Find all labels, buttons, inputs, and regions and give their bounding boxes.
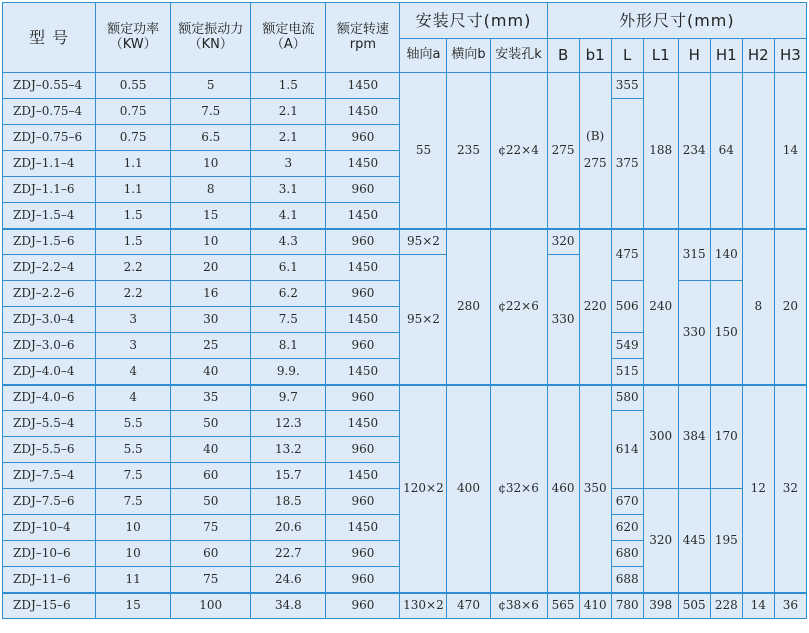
cell-speed: 960 <box>326 489 400 515</box>
header-outline-dims: 外形尺寸(mm) <box>547 3 806 39</box>
cell-H: 445 <box>678 489 710 593</box>
cell-lateral: 470 <box>447 593 490 619</box>
cell-H: 505 <box>678 593 710 619</box>
cell-force: 40 <box>171 359 251 385</box>
cell-power: 0.75 <box>96 99 171 125</box>
cell-power: 15 <box>96 593 171 619</box>
cell-model: ZDJ–10–6 <box>3 541 96 567</box>
cell-b1: (B) 275 <box>579 73 611 229</box>
cell-hole: ¢22×4 <box>490 73 547 229</box>
cell-speed: 960 <box>326 177 400 203</box>
cell-L: 506 <box>611 281 643 333</box>
cell-force: 10 <box>171 151 251 177</box>
cell-model: ZDJ–3.0–4 <box>3 307 96 333</box>
cell-speed: 960 <box>326 229 400 255</box>
cell-H2: 12 <box>742 385 774 593</box>
header-H: H <box>678 39 710 73</box>
cell-speed: 960 <box>326 281 400 307</box>
cell-model: ZDJ–11–6 <box>3 567 96 593</box>
cell-axial: 95×2 <box>400 255 447 385</box>
table-row <box>3 229 807 255</box>
cell-H: 315 <box>678 229 710 281</box>
cell-speed: 1450 <box>326 307 400 333</box>
cell-current: 9.9. <box>251 359 326 385</box>
cell-model: ZDJ–15–6 <box>3 593 96 619</box>
cell-speed: 960 <box>326 125 400 151</box>
cell-current: 7.5 <box>251 307 326 333</box>
cell-force: 60 <box>171 541 251 567</box>
cell-current: 6.1 <box>251 255 326 281</box>
cell-force: 60 <box>171 463 251 489</box>
cell-axial: 120×2 <box>400 385 447 593</box>
cell-current: 24.6 <box>251 567 326 593</box>
header-model: 型 号 <box>3 3 96 73</box>
cell-power: 5.5 <box>96 411 171 437</box>
cell-power: 5.5 <box>96 437 171 463</box>
cell-power: 7.5 <box>96 489 171 515</box>
cell-power: 11 <box>96 567 171 593</box>
cell-model: ZDJ–1.1–6 <box>3 177 96 203</box>
cell-L: 580 <box>611 385 643 411</box>
cell-speed: 1450 <box>326 203 400 229</box>
cell-force: 5 <box>171 73 251 99</box>
cell-L: 680 <box>611 541 643 567</box>
cell-force: 15 <box>171 203 251 229</box>
cell-current: 1.5 <box>251 73 326 99</box>
cell-speed: 960 <box>326 333 400 359</box>
cell-current: 9.7 <box>251 385 326 411</box>
cell-H3: 20 <box>774 229 806 385</box>
cell-lateral: 235 <box>447 73 490 229</box>
header-L: L <box>611 39 643 73</box>
header-power: 额定功率 （KW） <box>96 3 171 73</box>
cell-current: 22.7 <box>251 541 326 567</box>
cell-speed: 1450 <box>326 99 400 125</box>
cell-model: ZDJ–7.5–4 <box>3 463 96 489</box>
cell-model: ZDJ–2.2–4 <box>3 255 96 281</box>
cell-force: 100 <box>171 593 251 619</box>
cell-model: ZDJ–10–4 <box>3 515 96 541</box>
cell-H: 330 <box>678 281 710 385</box>
header-force: 额定振动力 （KN） <box>171 3 251 73</box>
cell-hole: ¢22×6 <box>490 229 547 385</box>
cell-L1: 300 <box>643 385 678 489</box>
header-install-dims: 安装尺寸(mm) <box>400 3 547 39</box>
cell-current: 34.8 <box>251 593 326 619</box>
cell-speed: 960 <box>326 437 400 463</box>
cell-axial: 130×2 <box>400 593 447 619</box>
cell-model: ZDJ–2.2–6 <box>3 281 96 307</box>
cell-model: ZDJ–4.0–6 <box>3 385 96 411</box>
header-b1: b1 <box>579 39 611 73</box>
cell-power: 10 <box>96 515 171 541</box>
cell-axial: 55 <box>400 73 447 229</box>
cell-power: 2.2 <box>96 281 171 307</box>
cell-H1: 195 <box>710 489 742 593</box>
cell-H2: 8 <box>742 229 774 385</box>
cell-b1: 220 <box>579 229 611 385</box>
cell-current: 20.6 <box>251 515 326 541</box>
cell-speed: 1450 <box>326 255 400 281</box>
cell-force: 75 <box>171 515 251 541</box>
cell-power: 2.2 <box>96 255 171 281</box>
cell-force: 6.5 <box>171 125 251 151</box>
cell-power: 3 <box>96 333 171 359</box>
cell-current: 3 <box>251 151 326 177</box>
cell-speed: 960 <box>326 385 400 411</box>
cell-L: 549 <box>611 333 643 359</box>
header-lateral: 横向b <box>447 39 490 73</box>
cell-L: 688 <box>611 567 643 593</box>
cell-b1: 350 <box>579 385 611 593</box>
cell-model: ZDJ–1.5–6 <box>3 229 96 255</box>
cell-force: 20 <box>171 255 251 281</box>
cell-power: 1.1 <box>96 177 171 203</box>
table-row <box>3 593 807 619</box>
cell-speed: 960 <box>326 593 400 619</box>
cell-power: 1.5 <box>96 203 171 229</box>
header-L1: L1 <box>643 39 678 73</box>
cell-power: 4 <box>96 385 171 411</box>
cell-power: 7.5 <box>96 463 171 489</box>
cell-L1: 188 <box>643 73 678 229</box>
cell-force: 75 <box>171 567 251 593</box>
cell-current: 2.1 <box>251 125 326 151</box>
cell-b1: 410 <box>579 593 611 619</box>
cell-B: 460 <box>547 385 579 593</box>
cell-speed: 960 <box>326 567 400 593</box>
cell-L: 614 <box>611 411 643 489</box>
cell-force: 8 <box>171 177 251 203</box>
cell-force: 16 <box>171 281 251 307</box>
cell-speed: 960 <box>326 541 400 567</box>
cell-L: 670 <box>611 489 643 515</box>
cell-H1: 170 <box>710 385 742 489</box>
cell-power: 3 <box>96 307 171 333</box>
cell-model: ZDJ–5.5–6 <box>3 437 96 463</box>
cell-L: 475 <box>611 229 643 281</box>
cell-speed: 1450 <box>326 73 400 99</box>
cell-force: 30 <box>171 307 251 333</box>
cell-power: 1.5 <box>96 229 171 255</box>
cell-current: 6.2 <box>251 281 326 307</box>
cell-force: 25 <box>171 333 251 359</box>
cell-B: 320 <box>547 229 579 255</box>
cell-model: ZDJ–7.5–6 <box>3 489 96 515</box>
header-current: 额定电流 （A） <box>251 3 326 73</box>
cell-speed: 1450 <box>326 411 400 437</box>
header-B: B <box>547 39 579 73</box>
cell-L1: 240 <box>643 229 678 385</box>
cell-force: 10 <box>171 229 251 255</box>
cell-power: 0.75 <box>96 125 171 151</box>
cell-B: 275 <box>547 73 579 229</box>
cell-hole: ¢38×6 <box>490 593 547 619</box>
cell-model: ZDJ–0.75–4 <box>3 99 96 125</box>
cell-force: 50 <box>171 489 251 515</box>
cell-force: 40 <box>171 437 251 463</box>
cell-H: 384 <box>678 385 710 489</box>
cell-lateral: 280 <box>447 229 490 385</box>
cell-L1: 320 <box>643 489 678 593</box>
cell-L1: 398 <box>643 593 678 619</box>
cell-H3: 14 <box>774 73 806 229</box>
cell-speed: 1450 <box>326 359 400 385</box>
cell-current: 3.1 <box>251 177 326 203</box>
header-speed: 额定转速 rpm <box>326 3 400 73</box>
cell-speed: 1450 <box>326 515 400 541</box>
cell-H1: 140 <box>710 229 742 281</box>
cell-L: 355 <box>611 73 643 99</box>
cell-model: ZDJ–3.0–6 <box>3 333 96 359</box>
cell-H3: 36 <box>774 593 806 619</box>
cell-L: 780 <box>611 593 643 619</box>
cell-H1: 64 <box>710 73 742 229</box>
cell-force: 7.5 <box>171 99 251 125</box>
cell-model: ZDJ–0.55–4 <box>3 73 96 99</box>
cell-current: 4.1 <box>251 203 326 229</box>
cell-power: 1.1 <box>96 151 171 177</box>
cell-H: 234 <box>678 73 710 229</box>
cell-current: 2.1 <box>251 99 326 125</box>
cell-H1: 150 <box>710 281 742 385</box>
table-row <box>3 73 807 99</box>
header-hole: 安装孔k <box>490 39 547 73</box>
cell-model: ZDJ–0.75–6 <box>3 125 96 151</box>
cell-axial: 95×2 <box>400 229 447 255</box>
cell-B: 330 <box>547 255 579 385</box>
cell-speed: 1450 <box>326 463 400 489</box>
cell-lateral: 400 <box>447 385 490 593</box>
cell-L: 515 <box>611 359 643 385</box>
cell-force: 35 <box>171 385 251 411</box>
cell-H1: 228 <box>710 593 742 619</box>
cell-H2: 14 <box>742 593 774 619</box>
cell-model: ZDJ–1.5–4 <box>3 203 96 229</box>
cell-current: 15.7 <box>251 463 326 489</box>
spec-table <box>2 2 807 619</box>
cell-model: ZDJ–1.1–4 <box>3 151 96 177</box>
cell-B: 565 <box>547 593 579 619</box>
cell-current: 18.5 <box>251 489 326 515</box>
cell-model: ZDJ–4.0–4 <box>3 359 96 385</box>
cell-H3: 32 <box>774 385 806 593</box>
header-H2: H2 <box>742 39 774 73</box>
cell-current: 8.1 <box>251 333 326 359</box>
cell-current: 4.3 <box>251 229 326 255</box>
table-row <box>3 385 807 411</box>
cell-power: 4 <box>96 359 171 385</box>
cell-speed: 1450 <box>326 151 400 177</box>
cell-L: 620 <box>611 515 643 541</box>
cell-H2 <box>742 73 774 229</box>
header-axial: 轴向a <box>400 39 447 73</box>
cell-hole: ¢32×6 <box>490 385 547 593</box>
cell-current: 12.3 <box>251 411 326 437</box>
cell-force: 50 <box>171 411 251 437</box>
cell-power: 10 <box>96 541 171 567</box>
header-H3: H3 <box>774 39 806 73</box>
cell-current: 13.2 <box>251 437 326 463</box>
cell-power: 0.55 <box>96 73 171 99</box>
header-H1: H1 <box>710 39 742 73</box>
cell-model: ZDJ–5.5–4 <box>3 411 96 437</box>
cell-L: 375 <box>611 99 643 229</box>
